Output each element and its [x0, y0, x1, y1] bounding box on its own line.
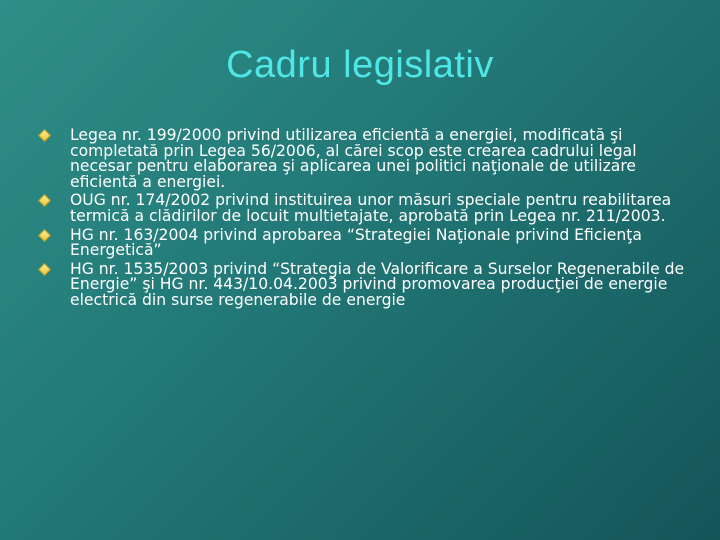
bullet-list [36, 128, 696, 312]
bullet-item [36, 193, 696, 224]
diamond-bullet-icon [38, 195, 51, 208]
diamond-bullet-icon [38, 129, 51, 142]
bullet-text: HG nr. 1535/2003 privind “Strategia de Valorificare a Surselor Regenerabile de Energie” şi HG nr. 443/10.04.2003 privind promovarea producţiei de energie electrică din surse regenerabile de energie [70, 259, 685, 309]
diamond-bullet-icon [38, 263, 51, 276]
bullet-item [36, 259, 696, 309]
bullet-text: Legea nr. 199/2000 privind utilizarea eficientă a energiei, modificată şi completată prin Legea 56/2006, al cărei scop este crearea cadrului legal necesar pentru elaborarea şi aplicarea unei politici naţionale de utilizare eficientă a energiei. [70, 126, 637, 191]
bullet-text: HG nr. 163/2004 privind aprobarea “Strategiei Naţionale privind Eficienţa Energetică” [70, 225, 642, 260]
bullet-item [36, 128, 696, 190]
bullet-text: OUG nr. 174/2002 privind instituirea unor măsuri speciale pentru reabilitarea termică a clădirilor de locuit multietajate, aprobată prin Legea nr. 211/2003. [70, 191, 672, 225]
bullet-item [36, 225, 696, 260]
diamond-bullet-icon [38, 229, 51, 242]
slide-title: Cadru legislativ [226, 44, 494, 86]
